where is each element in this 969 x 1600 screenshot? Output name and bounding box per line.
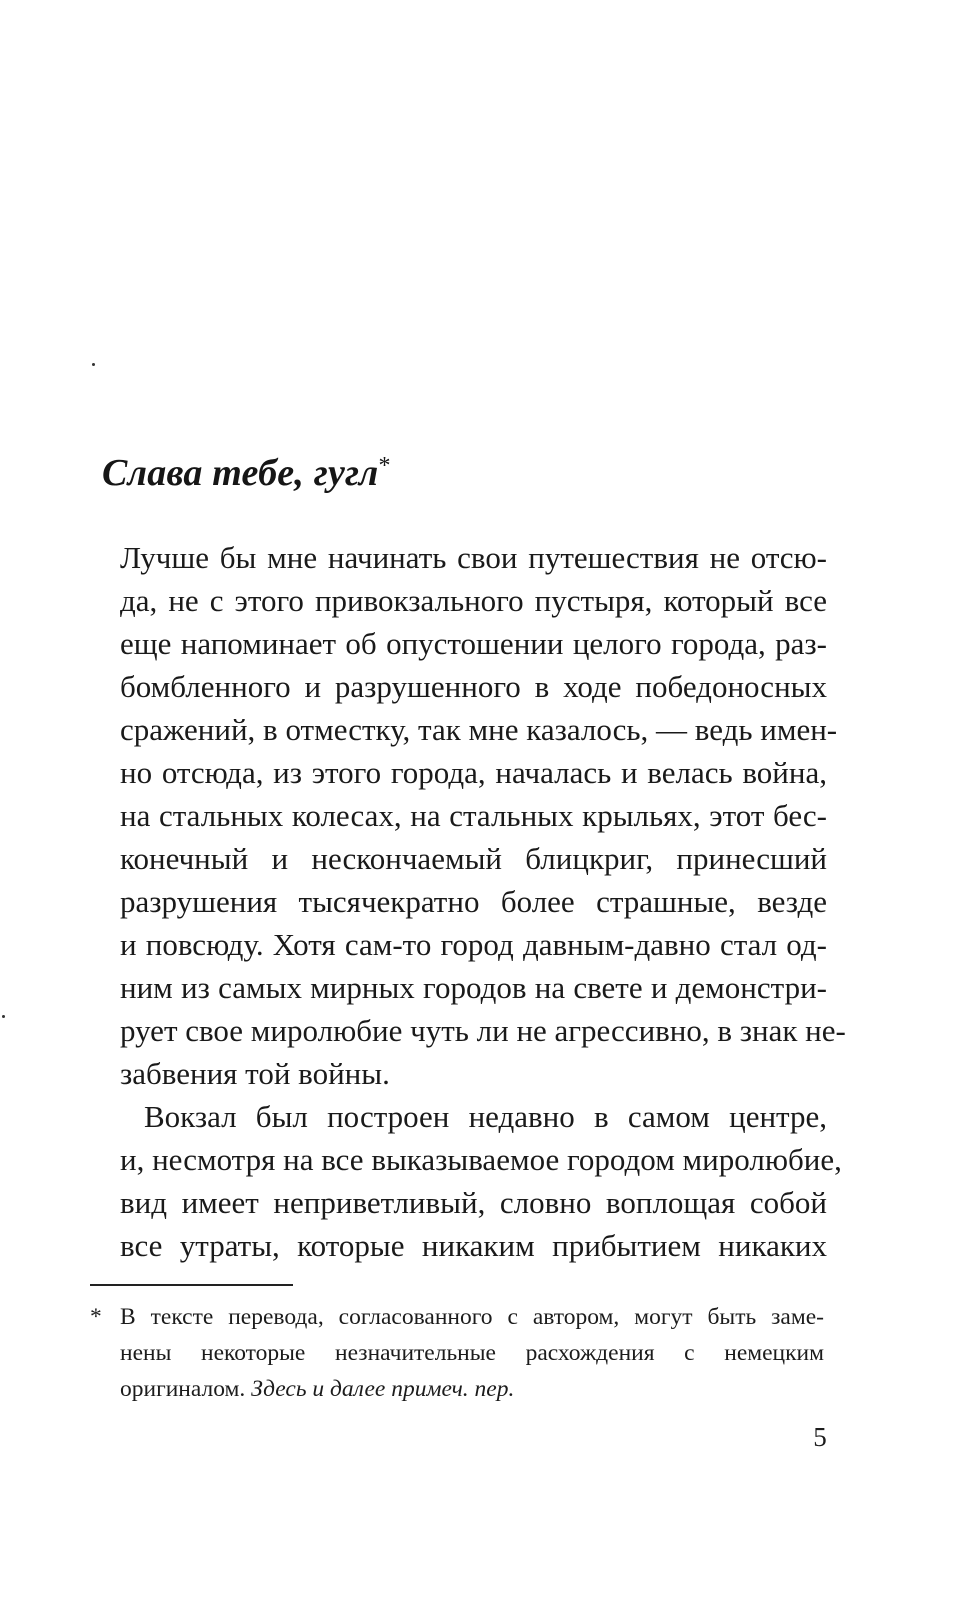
- paragraph-1-line-2: да, не с этого привокзального пустыря, который все: [120, 583, 827, 618]
- scan-speck: [2, 1015, 5, 1018]
- paragraph-2-line-3: вид имеет неприветливый, словно воплощая собой: [120, 1185, 827, 1220]
- paragraph-1-line-6: но отсюда, из этого города, началась и велась война,: [120, 755, 827, 790]
- footnote-line-3-plain: оригиналом.: [120, 1376, 252, 1402]
- chapter-title: [102, 453, 391, 493]
- paragraph-2-line-2: и, несмотря на все выказываемое городом миролюбие,: [120, 1142, 842, 1177]
- footnote-line-3: [120, 1374, 824, 1404]
- scan-speck: [92, 363, 95, 366]
- paragraph-1-line-9: разрушения тысячекратно более страшные, везде: [120, 884, 827, 919]
- paragraph-1-line-11: ним из самых мирных городов на свете и демонстри-: [120, 970, 827, 1005]
- paragraph-1-line-1: Лучше бы мне начинать свои путешествия не отсю-: [120, 540, 827, 575]
- page-number: 5: [813, 1422, 827, 1452]
- paragraph-1-line-3: еще напоминает об опустошении целого города, раз-: [120, 626, 827, 661]
- paragraph-1-line-12: рует свое миролюбие чуть ли не агрессивно, в знак не-: [120, 1013, 846, 1048]
- footnote-line-1: В тексте перевода, согласованного с автором, могут быть заме-: [120, 1304, 824, 1330]
- footnote-divider: [90, 1284, 293, 1286]
- paragraph-1-line-4: бомбленного и разрушенного в ходе победоносных: [120, 669, 827, 704]
- paragraph-2-line-1: Вокзал был построен недавно в самом центре,: [144, 1099, 827, 1134]
- paragraph-1-line-10: и повсюду. Хотя сам-то город давным-давно стал од-: [120, 927, 827, 962]
- footnote-line-2: нены некоторые незначительные расхождения с немецким: [120, 1340, 824, 1366]
- paragraph-1-line-7: на стальных колесах, на стальных крыльях, этот бес-: [120, 798, 827, 833]
- footnote-line-3-italic: Здесь и далее примеч. пер.: [251, 1376, 515, 1402]
- paragraph-1-line-13: забвения той войны.: [120, 1056, 390, 1091]
- footnote-marker: *: [90, 1304, 102, 1330]
- title-footnote-marker: *: [378, 453, 391, 479]
- paragraph-1-line-5: сражений, в отместку, так мне казалось, — ведь имен-: [120, 712, 838, 747]
- paragraph-1-line-8: конечный и нескончаемый блицкриг, принесший: [120, 841, 827, 876]
- paragraph-2-line-4: все утраты, которые никаким прибытием никаких: [120, 1228, 827, 1263]
- chapter-title-text: Слава тебе, гугл: [102, 452, 379, 494]
